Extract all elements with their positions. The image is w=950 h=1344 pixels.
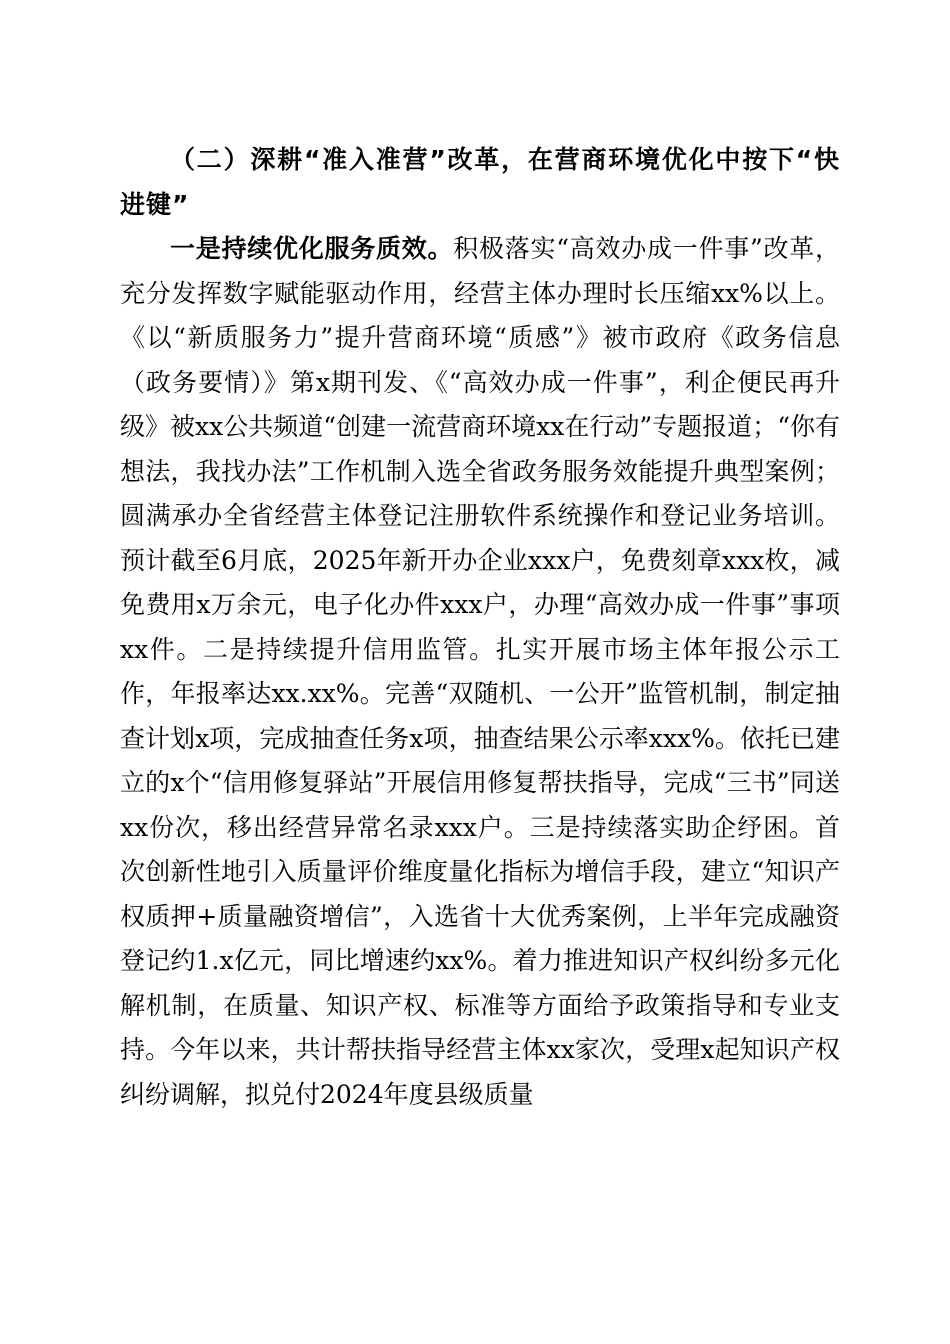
section-heading: （二）深耕“准入准营”改革，在营商环境优化中按下“快进键” (120, 145, 840, 219)
paragraph-lead: 一是持续优化服务质效。 (170, 234, 454, 263)
paragraph-text: 积极落实“高效办成一件事”改革，充分发挥数字赋能驱动作用，经营主体办理时长压缩xx%以上。《以“新质服务力”提升营商环境“质感”》被市政府《政务信息（政务要情）》第x期刊发、《“高效办成一件事”，利企便民再升级》被xx公共频道“创建一流营商环境xx在行动”专题报道；“你有想法，我找办法”工作机制入选全省政务服务效能提升典型案例；圆满承办全省经营主体登记注册软件系统操作和登记业务培训。预计截至6月底，2025年新开办企业xxx户，免费刻章xxx枚，减免费用x万余元，电子化办件xxx户，办理“高效办成一件事”事项xx件。二是持续提升信用监管。扎实开展市场主体年报公示工作，年报率达xx.xx%。完善“双随机、一公开”监管机制，制定抽查计划x项，完成抽查任务x项，抽查结果公示率xxx%。依托已建立的x个“信用修复驿站”开展信用修复帮扶指导，完成“三书”同送xx份次，移出经营异常名录xxx户。三是持续落实助企纾困。首次创新性地引入质量评价维度量化指标为增信手段，建立“知识产权质押+质量融资增信”，入选省十大优秀案例，上半年完成融资登记约1.x亿元，同比增速约xx%。着力推进知识产权纠纷多元化解机制，在质量、知识产权、标准等方面给予政策指导和专业支持。今年以来，共计帮扶指导经营主体xx家次，受理x起知识产权纠纷调解，拟兑付2024年度县级质量 (120, 234, 840, 1109)
document-body (120, 138, 840, 1117)
body-paragraph (120, 227, 840, 1117)
